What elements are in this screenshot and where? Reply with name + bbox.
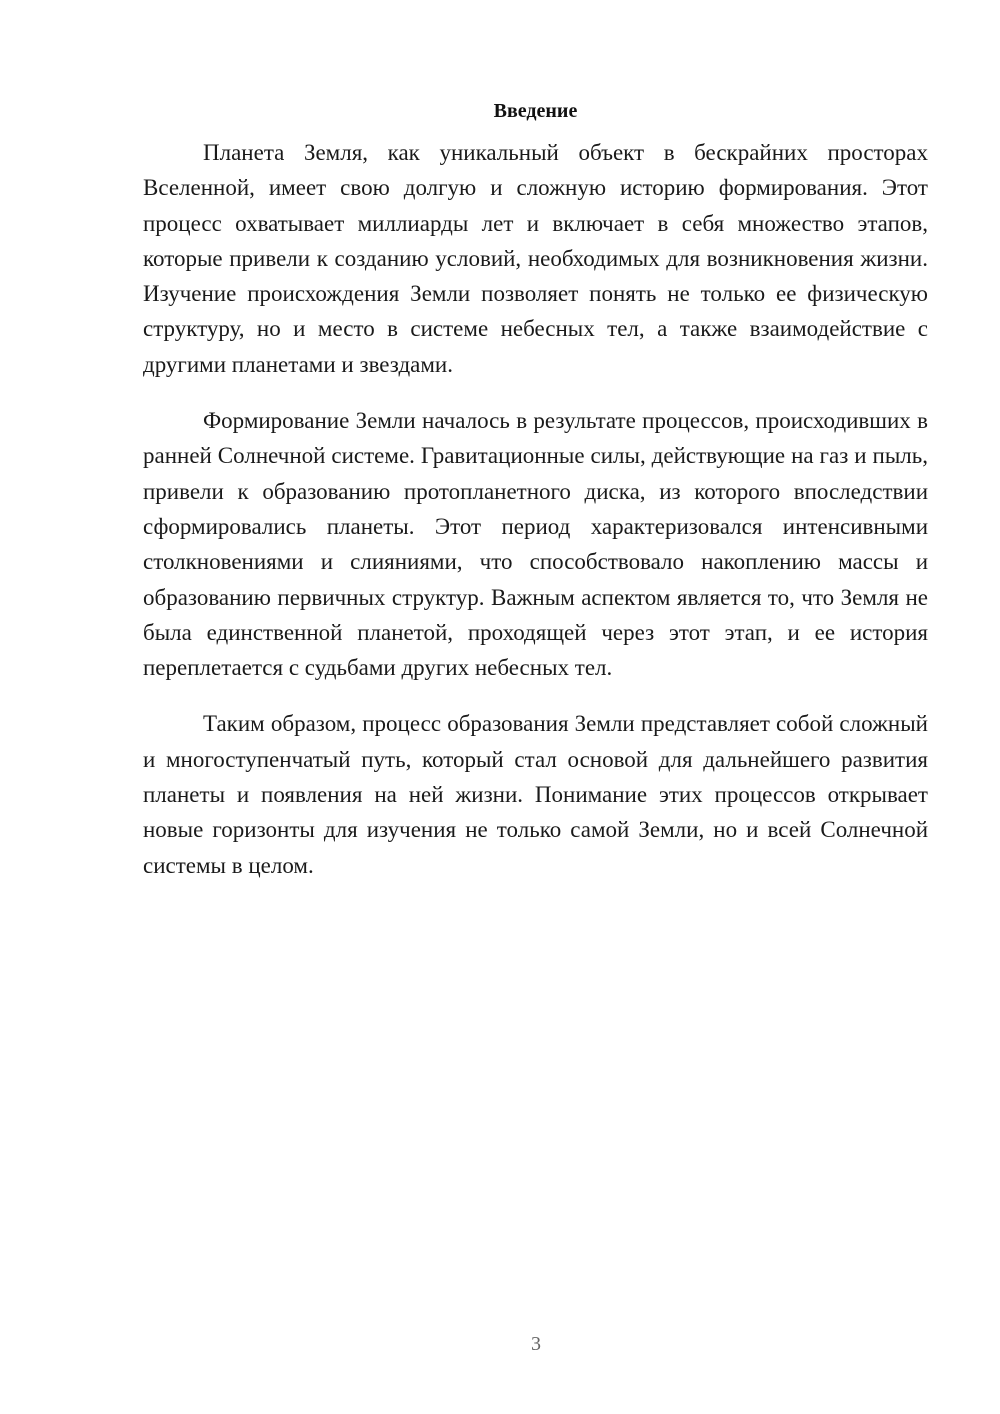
section-heading: Введение [493,100,578,122]
page-content [143,96,928,904]
paragraph-1: Планета Земля, как уникальный объект в бескрайних просторах Вселенной, имеет свою долгую и сложную историю формирования. Этот процесс охватывает миллиарды лет и включает в себя множество этапов, которые привели к созданию условий, необходимых для возникновения жизни. Изучение происхождения Земли позволяет понять не только ее физическую структуру, но и место в системе небесных тел, а также взаимодействие с другими планетами и звездами. [143,140,928,377]
page-number: 3 [531,1333,541,1355]
paragraph-2: Формирование Земли началось в результате процессов, происходивших в ранней Солнечной системе. Гравитационные силы, действующие на газ и пыль, привели к образованию протопланетного диска, из которого впоследствии сформировались планеты. Этот период характеризовался интенсивными столкновениями и слияниями, что способствовало накоплению массы и образованию первичных структур. Важным аспектом является то, что Земля не была единственной планетой, проходящей через этот этап, и ее история переплетается с судьбами других небесных тел. [143,408,928,681]
paragraph-3: Таким образом, процесс образования Земли представляет собой сложный и многоступенчатый путь, который стал основой для дальнейшего развития планеты и появления на ней жизни. Понимание этих процессов открывает новые горизонты для изучения не только самой Земли, но и всей Солнечной системы в целом. [143,711,928,878]
